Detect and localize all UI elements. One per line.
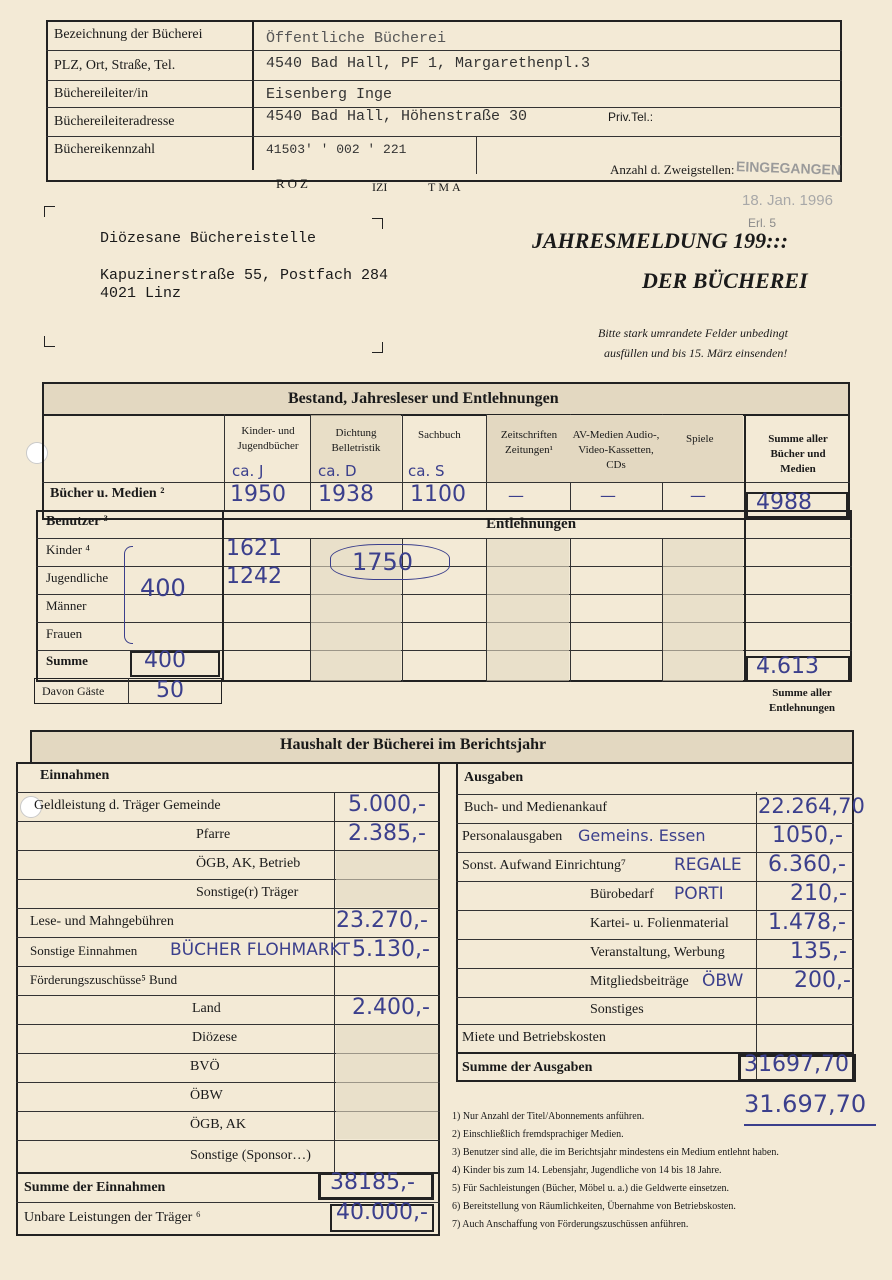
einnahme-sonstige-hand: BÜCHER FLOHMARKT [170, 940, 350, 960]
buecher-spiele-value: — [690, 486, 706, 505]
benutzer-summe-value: 400 [144, 648, 186, 673]
header-label-bezeichnung: Bezeichnung der Bücherei [54, 27, 203, 42]
roz-label: ROZ [276, 176, 311, 191]
row-maenner-label: Männer [46, 598, 87, 613]
tma-label: TMA [428, 180, 464, 194]
ausgabe-mitglied-value: 200,- [794, 968, 851, 993]
ausgabe-medienankauf-label: Buch- und Medienankauf [464, 800, 608, 815]
haushalt-title: Haushalt der Bücherei im Berichtsjahr [280, 736, 547, 753]
ausgaben-total-handwritten: 31.697,70 [744, 1090, 867, 1118]
ausgabe-buerobedarf-label: Bürobedarf [590, 887, 654, 902]
einnahme-gemeinde-label: Geldleistung d. Träger Gemeinde [34, 798, 221, 813]
col-spiele: Spiele [686, 433, 714, 445]
buecher-av-value: — [600, 486, 616, 505]
einnahmen-label: Einnahmen [40, 768, 110, 783]
ausgaben-label: Ausgaben [464, 770, 524, 785]
received-stamp-date: 18. Jan. 1996 [742, 192, 833, 209]
buecher-sachbuch-value: 1100 [410, 482, 466, 507]
einnahme-land-label: Land [192, 1001, 221, 1016]
row-frauen-label: Frauen [46, 626, 83, 641]
ausgabe-personal-hand: Gemeins. Essen [578, 826, 706, 845]
izi-label: IZI [372, 180, 388, 194]
kinder-kj-value: 1621 [226, 536, 282, 561]
unbare-leistungen-label: Unbare Leistungen der Träger ⁶ [24, 1210, 201, 1225]
col-sachbuch: Sachbuch [418, 429, 461, 441]
col-summe-medien: Summe aller Bücher und Medien [768, 433, 828, 475]
benutzer-bracket-value: 400 [140, 574, 186, 602]
col-kinder-hand: ca. J [232, 462, 264, 480]
buecher-medien-label: Bücher u. Medien ² [50, 486, 165, 501]
ausgabe-einrichtung-label: Sonst. Aufwand Einrichtung⁷ [462, 858, 626, 873]
einnahme-lesegebuehren-value: 23.270,- [336, 908, 428, 933]
jugend-kj-value: 1242 [226, 564, 282, 589]
header-label-adresse: Büchereileiteradresse [54, 114, 175, 129]
ausgabe-personal-value: 1050,- [772, 823, 843, 848]
col-sachbuch-hand: ca. S [408, 462, 445, 480]
row-summe-label: Summe [46, 653, 88, 668]
bestand-title: Bestand, Jahresleser und Entlehnungen [288, 390, 559, 407]
ausgabe-medienankauf-value: 22.264,70 [758, 794, 865, 818]
einnahme-oegb-ak-label: ÖGB, AK [190, 1117, 247, 1132]
zweigstellen-label: Anzahl d. Zweigstellen: [610, 162, 735, 177]
buecher-dichtung-value: 1938 [318, 482, 374, 507]
einnahme-pfarre-label: Pfarre [196, 827, 231, 842]
ausgabe-personal-label: Personalausgaben [462, 829, 563, 844]
footnote-3: 3) Benutzer sind alle, die im Berichtsjahr mindestens ein Medium entlehnt haben. [452, 1147, 779, 1158]
col-zeitschriften: Zeitschriften Zeitungen¹ [500, 429, 558, 456]
address-line-2: Kapuzinerstraße 55, Postfach 284 [100, 267, 389, 284]
footnotes [452, 1108, 872, 1234]
ausgabe-mitglied-label: Mitgliedsbeiträge [590, 974, 689, 989]
gaeste-label: Davon Gäste [42, 684, 105, 698]
ausgabe-mitglied-hand: ÖBW [702, 971, 744, 991]
address-line-1: Diözesane Büchereistelle [100, 230, 317, 247]
footnote-1: 1) Nur Anzahl der Titel/Abonnements anführen. [452, 1111, 645, 1122]
header-privtel-label: Priv.Tel.: [608, 110, 654, 124]
footnote-2: 2) Einschließlich fremdsprachiger Medien. [452, 1129, 624, 1140]
buecher-zeitschriften-value: — [508, 486, 524, 505]
einnahme-oebw-label: ÖBW [190, 1088, 223, 1103]
unbare-leistungen-value: 40.000,- [336, 1200, 428, 1225]
ausgabe-miete-label: Miete und Betriebskosten [462, 1030, 606, 1045]
ausgabe-veranstaltung-value: 135,- [790, 939, 847, 964]
footnote-7: 7) Auch Anschaffung von Förderungszuschüssen anführen. [452, 1219, 689, 1230]
ausgabe-einrichtung-hand: REGALE [674, 855, 742, 875]
footnote-6: 6) Bereitstellung von Räumlichkeiten, Übernahme von Betriebskosten. [452, 1201, 736, 1212]
ausgabe-einrichtung-value: 6.360,- [768, 852, 846, 877]
ausgabe-buerobedarf-value: 210,- [790, 881, 847, 906]
einnahme-lesegebuehren-label: Lese- und Mahngebühren [30, 914, 174, 929]
header-value-bezeichnung: Öffentliche Bücherei [266, 30, 447, 47]
footnote-5: 5) Für Sachleistungen (Bücher, Möbel u. a.) die Geldwerte einsetzen. [452, 1183, 730, 1194]
header-label-plz: PLZ, Ort, Straße, Tel. [54, 58, 176, 73]
buecher-kinder-value: 1950 [230, 482, 286, 507]
dichtung-entlehnung-value: 1750 [352, 548, 414, 576]
header-value-adresse: 4540 Bad Hall, Höhenstraße 30 [266, 108, 528, 125]
einnahme-bund-label: Förderungszuschüsse⁵ Bund [30, 972, 178, 987]
address-line-3: 4021 Linz [100, 285, 182, 302]
footnote-4: 4) Kinder bis zum 14. Lebensjahr, Jugendliche von 14 bis 18 Jahre. [452, 1165, 722, 1176]
header-label-kennzahl: Büchereikennzahl [54, 142, 156, 157]
summe-ausgaben-label: Summe der Ausgaben [462, 1060, 593, 1075]
header-value-leiter: Eisenberg Inge [266, 86, 393, 103]
col-kinder-jugendbuecher: Kinder- und Jugendbücher [237, 425, 299, 452]
col-av-medien: AV-Medien Audio-, Video-Kassetten, CDs [572, 429, 660, 471]
ausgabe-sonstiges-label: Sonstiges [590, 1002, 644, 1017]
ausgabe-buerobedarf-hand: PORTI [674, 884, 724, 904]
einnahme-land-value: 2.400,- [352, 995, 430, 1020]
received-stamp-misc: Erl. 5 [748, 216, 777, 230]
summe-ausgaben-value: 31697,70 [744, 1052, 849, 1077]
col-dichtung: Dichtung Belletristik [331, 427, 381, 454]
summe-einnahmen-label: Summe der Einnahmen [24, 1180, 166, 1195]
summe-einnahmen-value: 38185,- [330, 1170, 415, 1195]
einnahme-pfarre-value: 2.385,- [348, 821, 426, 846]
document-title-line-2: DER BÜCHEREI [642, 268, 808, 293]
row-jugendliche-label: Jugendliche [46, 570, 109, 585]
col-dichtung-hand: ca. D [318, 462, 357, 480]
summe-entlehnungen-label: Summe aller Entlehnungen [768, 687, 836, 714]
instruction-note-2: ausfüllen und bis 15. März einsenden! [604, 346, 788, 360]
entlehnungen-label: Entlehnungen [486, 516, 577, 532]
benutzer-label: Benutzer ³ [46, 514, 108, 529]
header-label-leiter: Büchereileiter/in [54, 86, 149, 101]
einnahme-oegb-label: ÖGB, AK, Betrieb [196, 856, 301, 871]
ausgabe-kartei-label: Kartei- u. Folienmaterial [590, 916, 729, 931]
einnahme-sonstige-value: 5.130,- [352, 937, 430, 962]
einnahme-sonstige-label: Sonstige Einnahmen [30, 943, 138, 958]
header-value-plz: 4540 Bad Hall, PF 1, Margarethenpl.3 [266, 55, 591, 72]
buecher-summe-value: 4988 [756, 490, 812, 515]
einnahme-sponsor-label: Sonstige (Sponsor…) [190, 1148, 311, 1163]
einnahme-sonstige-traeger-label: Sonstige(r) Träger [196, 885, 299, 900]
gaeste-value: 50 [156, 678, 184, 703]
einnahme-gemeinde-value: 5.000,- [348, 792, 426, 817]
document-title-line-1: JAHRESMELDUNG 199::: [532, 228, 789, 253]
instruction-note-1: Bitte stark umrandete Felder unbedingt [598, 326, 788, 340]
received-stamp: EINGEGANGEN [735, 158, 842, 178]
header-value-kennzahl: 41503' ' 002 ' 221 [266, 142, 407, 157]
einnahme-bvoe-label: BVÖ [190, 1059, 220, 1074]
ausgabe-veranstaltung-label: Veranstaltung, Werbung [590, 945, 725, 960]
ausgabe-kartei-value: 1.478,- [768, 910, 846, 935]
entlehnungen-summe-value: 4.613 [756, 654, 819, 679]
row-kinder-label: Kinder ⁴ [46, 542, 90, 557]
einnahme-dioezese-label: Diözese [192, 1030, 238, 1045]
